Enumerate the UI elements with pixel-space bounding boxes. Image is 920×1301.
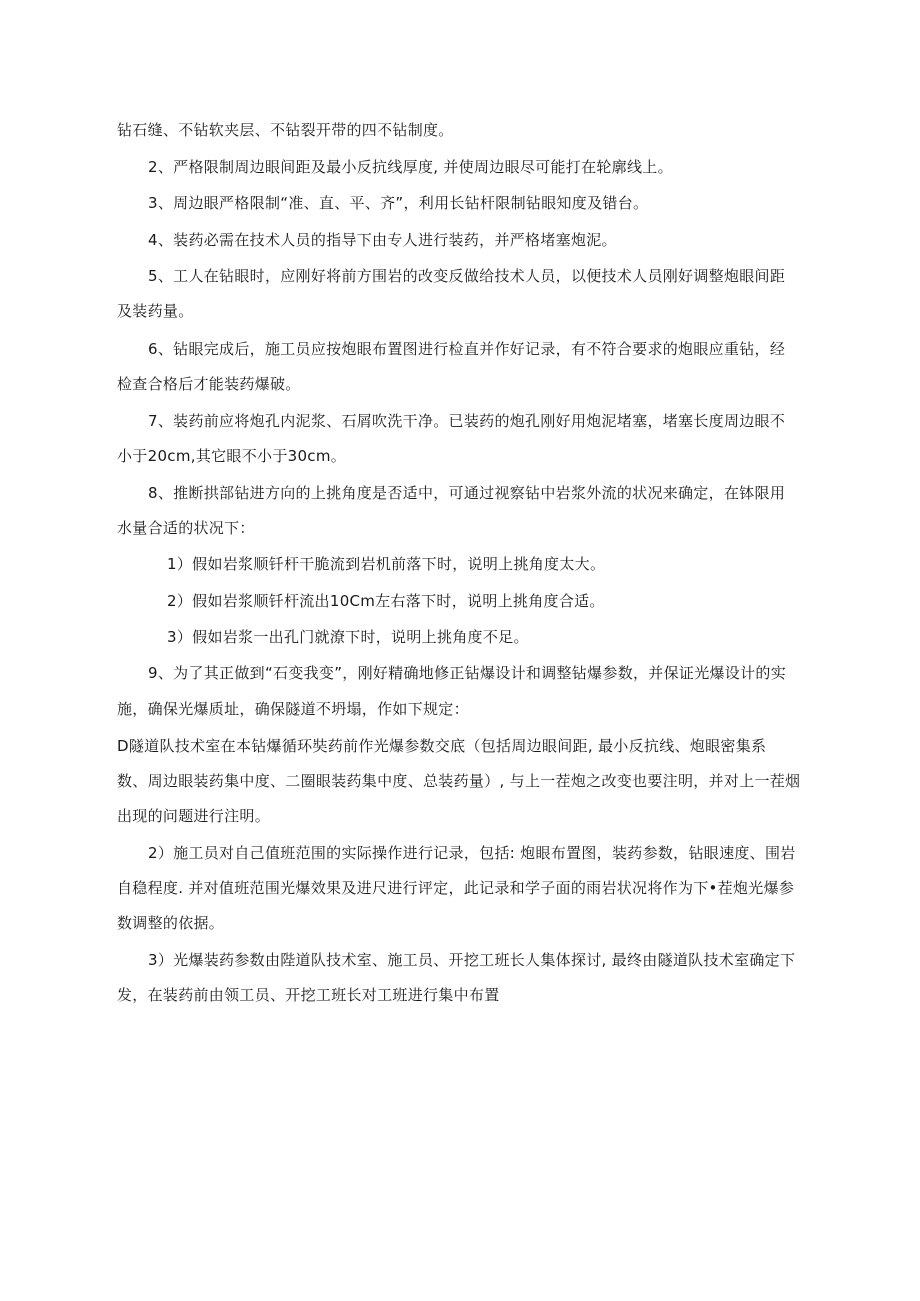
text-line: 6、钻眼完成后，施工员应按炮眼布置图进行检直并作好记录，有不符合要求的炮眼应重钻，经 (148, 340, 786, 358)
text-line: 出现的问题进行注明。 (117, 807, 271, 825)
text-line: 7、装药前应将炮孔内泥浆、石屑吹洗干净。已装药的炮孔刚好用炮泥堵塞，堵塞长度周边眼不 (148, 412, 786, 430)
text-line: 3）光爆装药参数由陛道队技术室、施工员、开挖工班长人集体探讨, 最终由隧道队技术室确定下 (148, 951, 796, 969)
text-line: 3、周边眼严格限制“准、直、平、齐”，利用长钻杆限制钻眼知度及错台。 (148, 194, 649, 212)
text-line: 3）假如岩浆一出孔门就潦下时，说明上挑角度不足。 (167, 628, 529, 646)
text-line: 数、周边眼装药集中度、二圈眼装药集中度、总装药量）, 与上一茬炮之改变也要注明，并对上一茬烟 (117, 772, 801, 790)
text-line: 9、为了其正做到“石变我变”，刚好精确地修正钻爆设计和调整钻爆参数，并保证光爆设计的实 (148, 664, 786, 682)
text-line: 检查合格后才能装药爆破。 (117, 375, 301, 393)
text-line: 钻石缝、不钻软夹层、不钻裂开带的四不钻制度。 (117, 121, 454, 139)
text-line: D隧道队技术室在本钻爆循环奘药前作光爆参数交底（包括周边眼间距, 最小反抗线、炮眼密集系 (117, 737, 767, 755)
text-line: 数调整的依据。 (117, 914, 225, 932)
text-line: 2）假如岩浆顺钎杆流出10Cm左右落下时，说明上挑角度合适。 (167, 592, 605, 610)
text-line: 1）假如岩浆顺钎杆干脆流到岩机前落下时，说明上挑角度太大。 (167, 555, 606, 573)
text-line: 小于20cm,其它眼不小于30cm。 (117, 447, 347, 465)
text-line: 5、工人在钻眼时，应刚好将前方围岩的改变反做给技术人员，以便技术人员刚好调整炮眼间距 (148, 267, 786, 285)
text-line: 4、装药必需在技术人员的指导下由专人进行装药，并严格堵塞炮泥。 (148, 231, 617, 249)
text-line: 施，确保光爆质址，确保隧道不坍塌，作如下规定： (117, 700, 469, 718)
text-line: 自稳程度. 并对值班范围光爆效果及进尺进行评定，此记录和学子面的雨岩状况将作为下•茬炮光爆参 (117, 879, 795, 897)
text-line: 8、推断拱部钻进方向的上挑角度是否适中，可通过视察钻中岩浆外流的状况来确定，在钵限用 (148, 484, 786, 502)
text-line: 2、严格限制周边眼间距及最小反抗线厚度, 并使周边眼尽可能打在轮廓线上。 (148, 158, 673, 176)
text-line: 2）施工员对自己值班范围的实际操作进行记录，包括: 炮眼布置图，装药参数，钻眼速度、围岩 (148, 844, 796, 862)
text-line: 及装药量。 (117, 302, 194, 320)
text-line: 发，在装药前由领工员、开挖工班长对工班进行集中布置 (117, 986, 500, 1004)
text-line: 水量合适的状况下： (117, 519, 255, 537)
